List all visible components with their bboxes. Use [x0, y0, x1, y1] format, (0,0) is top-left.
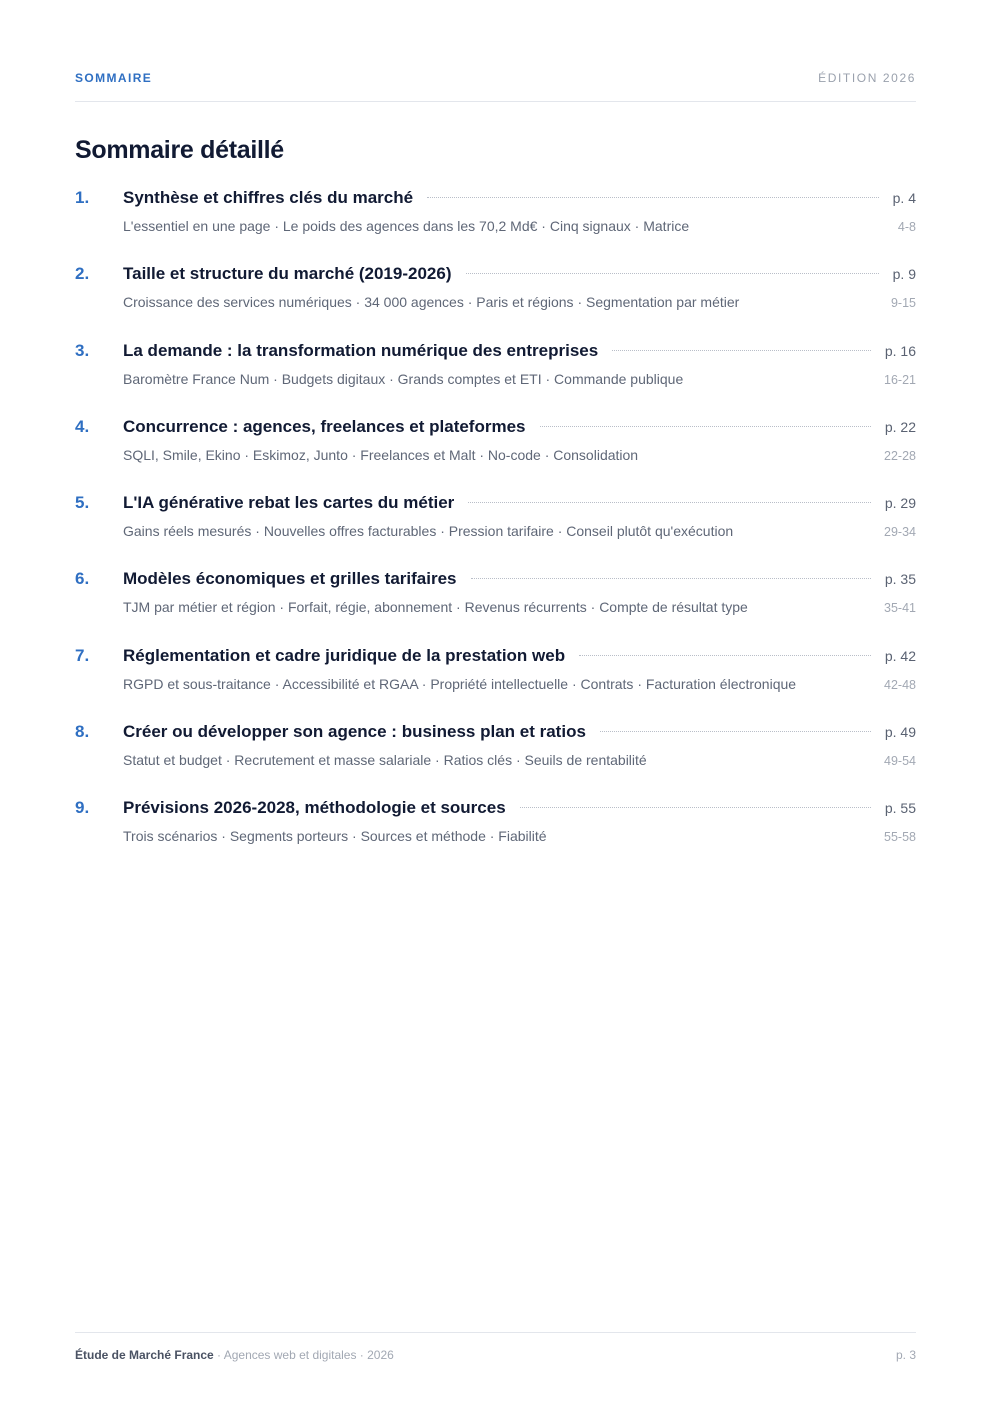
chapter-page-range: 55-58 [884, 830, 916, 845]
toc-entry-main [75, 493, 916, 521]
chapter-page-range: 9-15 [890, 296, 916, 311]
chapter-number: 1. [75, 188, 90, 207]
chapter-title[interactable]: Réglementation et cadre juridique de la prestation web [123, 645, 566, 665]
dot-leader [612, 350, 871, 351]
toc-entry-details [75, 523, 916, 539]
toc-entry-details [75, 752, 916, 768]
chapter-number: 9. [75, 798, 90, 818]
chapter-page: p. 35 [884, 571, 916, 588]
toc-entry-details [75, 599, 916, 615]
chapter-subtopics: TJM par métier et région · Forfait, régie, abonnement · Revenus récurrents · Compte de résultat type [123, 599, 748, 616]
chapter-number: 4. [75, 416, 90, 436]
chapter-page: p. 49 [884, 724, 916, 741]
toc-entry-main [75, 722, 916, 750]
footer-page-number: p. 3 [895, 1348, 916, 1362]
chapter-number: 6. [75, 569, 90, 589]
chapter-page: p. 42 [884, 647, 916, 664]
chapter-page-range: 49-54 [884, 754, 916, 769]
chapter-title[interactable]: L'IA générative rebat les cartes du métier [123, 493, 455, 513]
chapter-page-range: 42-48 [884, 677, 916, 692]
footer-source [75, 1348, 394, 1362]
chapter-page-range: 29-34 [884, 525, 916, 540]
toc-entry[interactable] [75, 798, 916, 874]
page-title: Sommaire détaillé [75, 136, 284, 164]
dot-leader [471, 578, 871, 579]
toc-entry[interactable] [75, 646, 916, 722]
chapter-page-range: 4-8 [897, 220, 916, 234]
toc-entry-details [75, 294, 916, 310]
toc-entry-main [75, 341, 916, 369]
chapter-title[interactable]: Modèles économiques et grilles tarifaires [123, 569, 457, 589]
table-of-contents [75, 188, 916, 875]
chapter-subtopics: Gains réels mesurés · Nouvelles offres facturables · Pression tarifaire · Conseil plutôt qu'exécution [123, 523, 734, 540]
toc-entry-main [75, 646, 916, 674]
chapter-title[interactable]: La demande : la transformation numérique des entreprises [123, 340, 599, 360]
dot-leader [427, 197, 879, 198]
chapter-subtopics: Baromètre France Num · Budgets digitaux · Grands comptes et ETI · Commande publique [123, 370, 684, 387]
dot-leader [540, 426, 871, 427]
chapter-subtopics: SQLI, Smile, Ekino · Eskimoz, Junto · Freelances et Malt · No-code · Consolidation [123, 446, 639, 463]
chapter-subtopics: L'essentiel en une page · Le poids des agences dans les 70,2 Md€ · Cinq signaux · Matrice [123, 218, 690, 234]
chapter-subtopics: RGPD et sous-traitance · Accessibilité et RGAA · Propriété intellectuelle · Contrats · Facturation électronique [123, 675, 797, 692]
chapter-page: p. 29 [884, 495, 916, 512]
chapter-number: 7. [75, 645, 90, 665]
chapter-page: p. 9 [892, 266, 916, 283]
dot-leader [466, 273, 879, 274]
chapter-title[interactable]: Prévisions 2026-2028, méthodologie et sources [123, 798, 506, 818]
dot-leader [520, 807, 871, 808]
page-header [75, 66, 916, 102]
toc-entry[interactable] [75, 417, 916, 493]
chapter-subtopics: Croissance des services numériques · 34 000 agences · Paris et régions · Segmentation par métier [123, 294, 740, 311]
toc-entry-main [75, 569, 916, 597]
toc-entry[interactable] [75, 264, 916, 340]
toc-entry[interactable] [75, 722, 916, 798]
chapter-page: p. 4 [892, 190, 916, 206]
toc-entry-main [75, 188, 916, 216]
page-footer [75, 1332, 916, 1362]
dot-leader [600, 731, 871, 732]
chapter-title[interactable]: Concurrence : agences, freelances et plateformes [123, 416, 526, 436]
toc-entry-main [75, 417, 916, 445]
chapter-number: 3. [75, 340, 90, 360]
chapter-title[interactable]: Créer ou développer son agence : business plan et ratios [123, 722, 586, 742]
toc-entry-details [75, 828, 916, 844]
toc-entry-details [75, 676, 916, 692]
dot-leader [579, 655, 871, 656]
chapter-page-range: 16-21 [884, 372, 916, 387]
toc-entry[interactable] [75, 341, 916, 417]
toc-entry-details [75, 371, 916, 387]
toc-entry[interactable] [75, 188, 916, 264]
chapter-page-range: 35-41 [884, 601, 916, 616]
chapter-page: p. 16 [884, 342, 916, 359]
chapter-title[interactable]: Taille et structure du marché (2019-2026) [123, 264, 452, 284]
chapter-number: 2. [75, 264, 90, 284]
chapter-subtopics: Trois scénarios · Segments porteurs · Sources et méthode · Fiabilité [123, 828, 547, 845]
chapter-number: 5. [75, 493, 90, 513]
toc-entry-details [75, 218, 916, 234]
footer-brand: Étude de Marché France [75, 1348, 214, 1362]
toc-entry-details [75, 447, 916, 463]
edition-label: ÉDITION 2026 [818, 71, 916, 85]
footer-details: · Agences web et digitales · 2026 [213, 1348, 394, 1362]
section-label: SOMMAIRE [75, 71, 153, 85]
toc-entry[interactable] [75, 569, 916, 645]
chapter-page: p. 55 [884, 800, 916, 817]
chapter-subtopics: Statut et budget · Recrutement et masse salariale · Ratios clés · Seuils de rentabilité [123, 752, 647, 769]
chapter-page: p. 22 [884, 418, 916, 435]
dot-leader [468, 502, 871, 503]
chapter-title[interactable]: Synthèse et chiffres clés du marché [123, 188, 414, 207]
chapter-page-range: 22-28 [884, 448, 916, 463]
toc-entry-main [75, 264, 916, 292]
toc-entry[interactable] [75, 493, 916, 569]
chapter-number: 8. [75, 722, 90, 742]
toc-entry-main [75, 798, 916, 826]
